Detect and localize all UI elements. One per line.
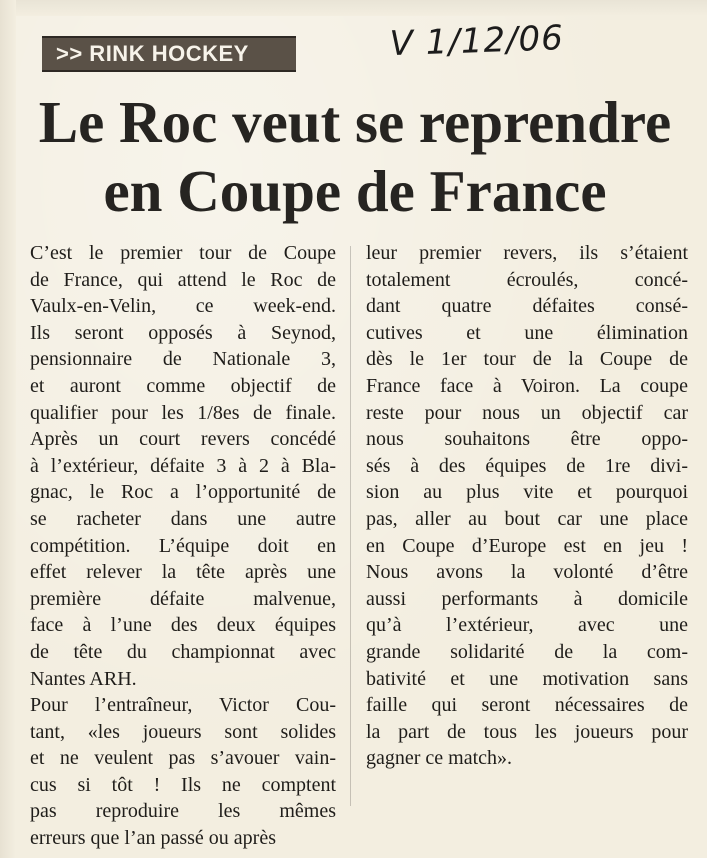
article-line: qu’à l’extérieur, avec une: [366, 614, 688, 637]
article-column-left: [30, 240, 336, 852]
article-line: pensionnaire de Nationale 3,: [30, 348, 336, 371]
article-line: dant quatre défaites consé-: [366, 295, 688, 318]
headline: [20, 88, 690, 226]
article-line: bativité et une motivation sans: [366, 667, 688, 690]
article-line: sion au plus vite et pourquoi: [366, 481, 688, 504]
article-line: de tête du championnat avec: [30, 640, 336, 663]
article-line: pas reproduire les mêmes: [30, 800, 336, 823]
article-line: et ne veulent pas s’avouer vain-: [30, 747, 336, 770]
article-line: cutives et une élimination: [366, 321, 688, 344]
article-line: dès le 1er tour de la Coupe de: [366, 348, 688, 371]
article-line: à l’extérieur, défaite 3 à 2 à Bla-: [30, 454, 336, 477]
article-line: qualifier pour les 1/8es de finale.: [30, 401, 336, 424]
article-line: et auront comme objectif de: [30, 374, 336, 397]
article-line: Pour l’entraîneur, Victor Cou-: [30, 694, 336, 717]
article-line: en Coupe d’Europe est en jeu !: [366, 534, 688, 557]
section-rubric: [42, 36, 296, 72]
article-line: Vaulx-en-Velin, ce week-end.: [30, 295, 336, 318]
article-line: compétition. L’équipe doit en: [30, 534, 336, 557]
handwritten-date: V 1/12/06: [389, 18, 565, 65]
article-line: C’est le premier tour de Coupe: [30, 242, 336, 264]
article-line: totalement écroulés, concé-: [366, 268, 688, 291]
article-line: aussi performants à domicile: [366, 587, 688, 610]
article-line: erreurs que l’an passé ou après: [30, 827, 277, 850]
article-line: cus si tôt ! Ils ne comptent: [30, 773, 336, 796]
headline-line-1: Le Roc veut se reprendre: [38, 89, 672, 155]
article-line: grande solidarité de la com-: [366, 640, 688, 663]
article-line: gagner ce match».: [366, 747, 513, 770]
article-line: France face à Voiron. La coupe: [366, 374, 688, 397]
article-line: reste pour nous un objectif car: [366, 401, 688, 424]
article-line: faille qui seront nécessaires de: [366, 694, 688, 717]
article-line: pas, aller au bout car une place: [366, 507, 688, 530]
article-line: gnac, le Roc a l’opportunité de: [30, 481, 336, 504]
article-line: Après un court revers concédé: [30, 428, 336, 451]
section-rubric-label: >> RINK HOCKEY: [56, 41, 249, 66]
article-column-right: [366, 240, 688, 772]
article-line: Nous avons la volonté d’être: [366, 561, 688, 584]
article-line: se racheter dans une autre: [30, 507, 336, 530]
article-line: face à l’une des deux équipes: [30, 614, 336, 637]
column-divider: [350, 246, 351, 806]
article-line: la part de tous les joueurs pour: [366, 720, 688, 743]
scan-edge-left: [0, 0, 16, 858]
article-line: Nantes ARH.: [30, 667, 137, 690]
article-line: première défaite malvenue,: [30, 587, 336, 610]
article-line: leur premier revers, ils s’étaient: [366, 242, 688, 264]
article-line: nous souhaitons être oppo-: [366, 428, 688, 451]
article-line: tant, «les joueurs sont solides: [30, 720, 336, 743]
scan-edge-top: [0, 0, 707, 16]
article-line: de France, qui attend le Roc de: [30, 268, 336, 291]
article-line: sés à des équipes de 1re divi-: [366, 454, 688, 477]
headline-line-2: en Coupe de France: [103, 158, 607, 224]
article-line: Ils seront opposés à Seynod,: [30, 321, 336, 344]
article-line: effet relever la tête après une: [30, 561, 336, 584]
